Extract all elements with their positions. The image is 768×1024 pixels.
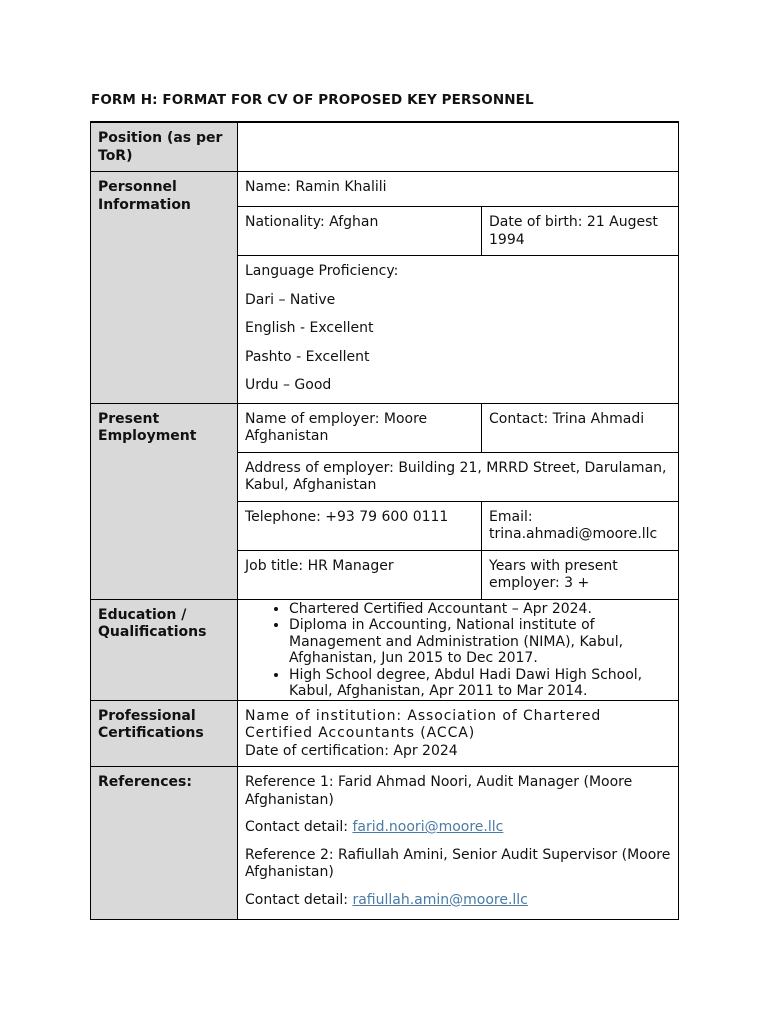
employer-email	[482, 501, 679, 550]
contact-label: Contact detail:	[245, 891, 353, 908]
form-title: FORM H: FORMAT FOR CV OF PROPOSED KEY PERSONNEL	[91, 92, 534, 108]
row-education	[91, 599, 679, 700]
language-proficiency	[238, 256, 679, 404]
employer-name: Name of employer: Moore Afghanistan	[238, 403, 482, 452]
education-item: • Chartered Certified Accountant – Apr 2024.	[289, 601, 671, 618]
position-value	[238, 122, 679, 172]
references-detail	[238, 767, 679, 920]
row-references	[91, 767, 679, 920]
education-item: • High School degree, Abdul Hadi Dawi High School, Kabul, Afghanistan, Apr 2011 to Mar 2014.	[289, 667, 671, 700]
contact-label: Contact detail:	[245, 819, 353, 835]
employer-address: Address of employer: Building 21, MRRD Street, Darulaman, Kabul, Afghanistan	[238, 452, 679, 501]
reference-1: Reference 1: Farid Ahmad Noori, Audit Manager (Moore Afghanistan)	[245, 774, 633, 808]
email-value: trina.ahmadi@moore.llc	[489, 526, 658, 542]
education-list	[245, 601, 671, 700]
language-item: Dari – Native	[245, 291, 336, 308]
education-label: Education / Qualifications	[91, 599, 238, 700]
years-with-employer: Years with present employer: 3 +	[482, 550, 679, 599]
reference-1-email-link[interactable]: farid.noori@moore.llc	[352, 819, 504, 835]
reference-2-contact	[245, 892, 671, 910]
employer-contact: Contact: Trina Ahmadi	[482, 403, 679, 452]
row-position	[91, 122, 679, 172]
date-of-birth: Date of birth: 21 Augest 1994	[482, 207, 679, 256]
language-item: Urdu – Good	[245, 377, 332, 393]
reference-2-email-link[interactable]: rafiullah.amin@moore.llc	[352, 891, 528, 908]
email-label: Email:	[489, 508, 533, 525]
reference-2: Reference 2: Rafiullah Amini, Senior Audit Supervisor (Moore Afghanistan)	[245, 846, 671, 880]
cv-table	[90, 121, 679, 920]
certifications-label: Professional Certifications	[91, 700, 238, 767]
row-certifications	[91, 700, 679, 767]
personnel-label: Personnel Information	[91, 172, 238, 404]
certification-institution: Name of institution: Association of Chartered Certified Accountants (ACCA)	[245, 707, 602, 741]
education-item: • Diploma in Accounting, National institute of Management and Administration (NIMA), Kabul, Afghanistan, Jun 2015 to Dec 2017.	[289, 617, 671, 667]
job-title: Job title: HR Manager	[238, 550, 482, 599]
language-heading: Language Proficiency:	[245, 263, 399, 279]
row-employer	[91, 403, 679, 452]
employer-telephone: Telephone: +93 79 600 0111	[238, 501, 482, 550]
row-personnel-name	[91, 172, 679, 207]
employment-label: Present Employment	[91, 403, 238, 599]
education-list-cell	[238, 599, 679, 700]
position-label: Position (as per ToR)	[91, 122, 238, 172]
certifications-detail	[238, 700, 679, 767]
certification-date: Date of certification: Apr 2024	[245, 742, 458, 759]
reference-1-contact	[245, 819, 671, 837]
language-item: English - Excellent	[245, 320, 374, 336]
personnel-name: Name: Ramin Khalili	[238, 172, 679, 207]
references-label: References:	[91, 767, 238, 920]
language-item: Pashto - Excellent	[245, 348, 370, 365]
nationality: Nationality: Afghan	[238, 207, 482, 256]
